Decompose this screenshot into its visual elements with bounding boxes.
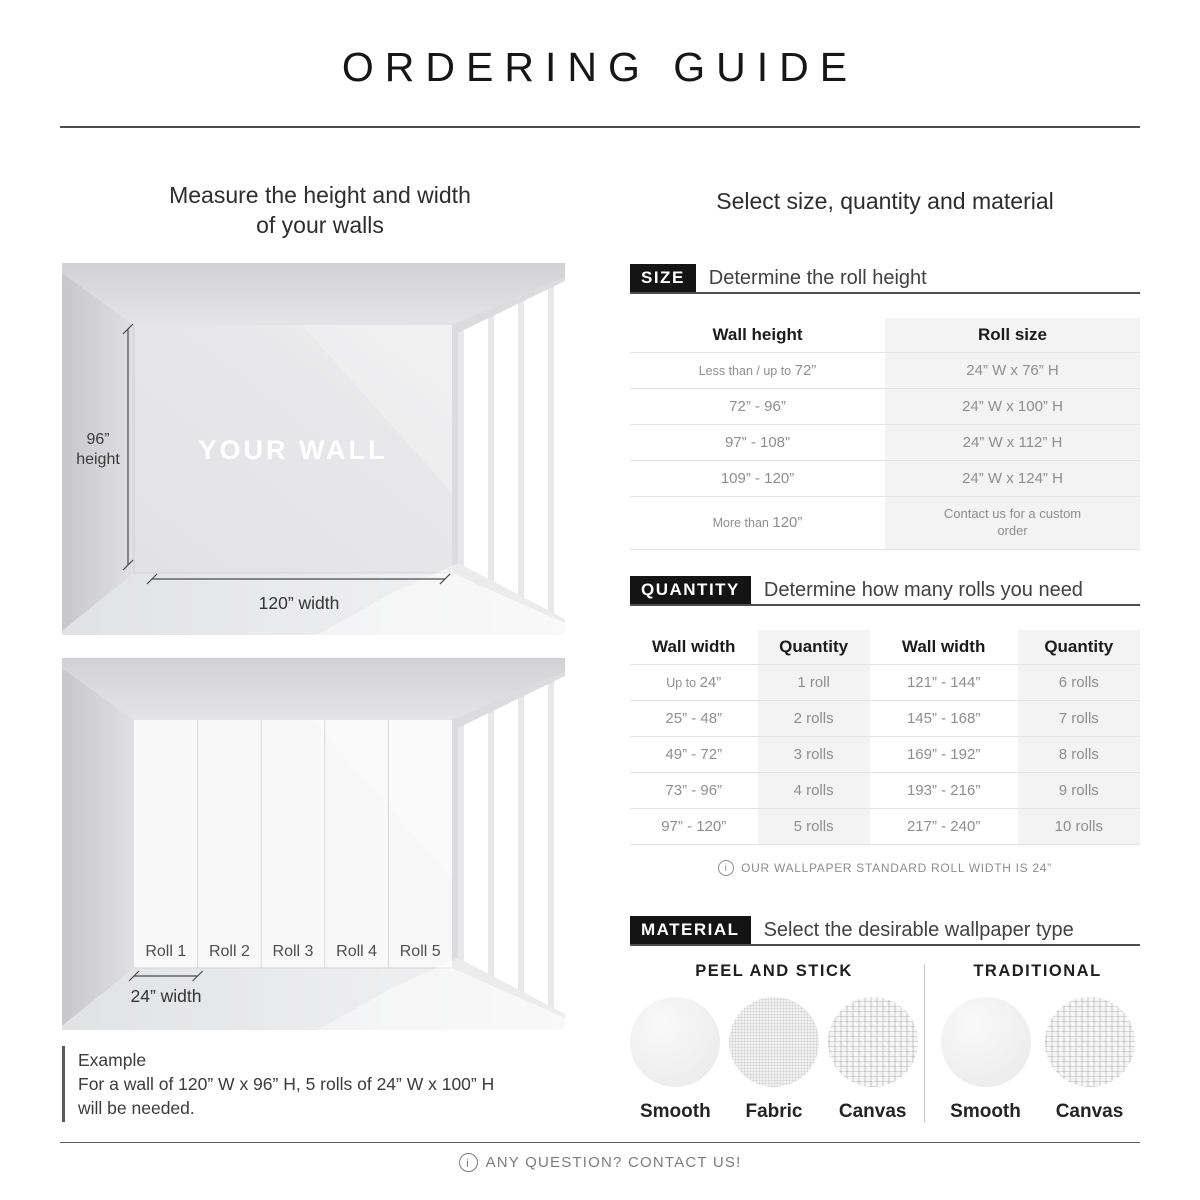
wall-width-value: 73” - 96” — [665, 782, 723, 799]
wall-height-column-header: Wall height — [712, 325, 803, 344]
quantity-column-header: Quantity — [1018, 630, 1140, 665]
wall-width-prefix: Up to — [666, 676, 700, 690]
size-table — [630, 318, 1140, 550]
wall-width-value: 121” - 144” — [870, 665, 1018, 701]
page-title: ORDERING GUIDE — [341, 44, 859, 90]
size-section-header — [630, 264, 1140, 294]
quantity-table-row — [630, 665, 1140, 701]
roll-panel-label: Roll 4 — [336, 943, 378, 960]
swatch-label: Fabric — [745, 1101, 803, 1122]
select-column — [630, 186, 1140, 1122]
quantity-value: 10 rolls — [1018, 809, 1140, 845]
quantity-section-header — [630, 576, 1140, 606]
material-groups — [630, 962, 1140, 1123]
room-illustration-rolls — [62, 658, 565, 1035]
smooth-texture-icon — [941, 997, 1031, 1087]
material-group-peel-and-stick — [630, 962, 918, 1123]
swatch-label: Canvas — [838, 1101, 907, 1122]
material-badge: MATERIAL — [630, 916, 751, 944]
wall-height-value: 97” - 108” — [724, 434, 791, 451]
roll-panel-label: Roll 5 — [399, 943, 441, 960]
swatch-row — [935, 997, 1140, 1123]
roll-size-column-header: Roll size — [885, 318, 1140, 353]
size-table-row — [630, 497, 1140, 550]
wall-width-value: 49” - 72” — [665, 746, 723, 763]
example-note — [62, 1046, 494, 1122]
swatch-smooth — [630, 997, 721, 1123]
wall-width-value: 25” - 48” — [665, 710, 723, 727]
material-group-traditional — [935, 962, 1140, 1123]
quantity-table-row — [630, 809, 1140, 845]
size-title: Determine the roll height — [708, 266, 927, 289]
quantity-badge: QUANTITY — [630, 576, 751, 604]
quantity-table — [630, 630, 1140, 845]
room-measure-svg — [62, 263, 565, 635]
measure-heading-line2: of your walls — [256, 212, 384, 238]
left-wall — [62, 668, 134, 1026]
swatch-smooth — [940, 997, 1032, 1123]
swatch-label: Smooth — [950, 1101, 1021, 1122]
quantity-value: 2 rolls — [758, 701, 870, 737]
material-group-divider — [924, 964, 925, 1123]
example-line1: For a wall of 120” W x 96” H, 5 rolls of 24” W x 100” H — [78, 1074, 495, 1095]
contact-note-text: ANY QUESTION? CONTACT US! — [485, 1154, 742, 1171]
size-table-row — [630, 425, 1140, 461]
wall-height-prefix: More than — [712, 516, 773, 531]
wall-height-value: 109” - 120” — [720, 470, 795, 487]
contact-note — [0, 1153, 1200, 1172]
fabric-texture-icon — [729, 997, 819, 1087]
example-line2: will be needed. — [78, 1098, 195, 1119]
info-icon: i — [718, 860, 734, 876]
wall-width-value: 169” - 192” — [870, 737, 1018, 773]
wall-width-value: 24” — [699, 674, 722, 691]
example-title: Example — [78, 1050, 147, 1070]
wall-width-column-header: Wall width — [901, 637, 986, 656]
roll-width-note-text: OUR WALLPAPER STANDARD ROLL WIDTH IS 24” — [741, 861, 1052, 875]
roll-width-label: 24” width — [130, 986, 202, 1006]
material-section — [630, 916, 1140, 1123]
quantity-table-row — [630, 701, 1140, 737]
quantity-section — [630, 576, 1140, 876]
swatch-row — [630, 997, 918, 1123]
select-heading: Select size, quantity and material — [716, 188, 1054, 214]
quantity-table-row — [630, 737, 1140, 773]
material-group-title: TRADITIONAL — [973, 962, 1102, 980]
wall-width-value: 217” - 240” — [870, 809, 1018, 845]
footer-divider — [60, 1142, 1140, 1143]
quantity-value: 8 rolls — [1018, 737, 1140, 773]
quantity-value: 9 rolls — [1018, 773, 1140, 809]
smooth-texture-icon — [630, 997, 720, 1087]
wall-height-value: 72” - 96” — [729, 398, 786, 415]
room-illustration-measure — [62, 263, 565, 640]
measure-heading — [60, 180, 580, 240]
roll-size-value: 24” W x 124” H — [885, 461, 1140, 497]
room-rolls-svg — [62, 658, 565, 1030]
canvas-texture-icon — [1045, 997, 1135, 1087]
roll-size-value: Contact us for a custom order — [943, 506, 1082, 538]
roll-size-value: 24” W x 112” H — [885, 425, 1140, 461]
material-group-title: PEEL AND STICK — [695, 962, 853, 980]
canvas-texture-icon — [828, 997, 918, 1087]
quantity-value: 5 rolls — [758, 809, 870, 845]
wall-height-value: 120” — [772, 514, 803, 532]
quantity-table-row — [630, 773, 1140, 809]
swatch-label: Smooth — [639, 1101, 711, 1122]
size-section — [630, 264, 1140, 550]
measure-column — [60, 180, 580, 1119]
roll-panel-label: Roll 1 — [145, 943, 187, 960]
wall-height-word: height — [76, 451, 120, 468]
material-section-header — [630, 916, 1140, 946]
quantity-title: Determine how many rolls you need — [763, 578, 1083, 601]
info-icon: i — [459, 1153, 478, 1172]
size-table-row — [630, 353, 1140, 389]
wall-width-value: 145” - 168” — [870, 701, 1018, 737]
swatch-fabric — [729, 997, 820, 1123]
roll-panel-label: Roll 2 — [208, 943, 250, 960]
roll-width-note — [630, 860, 1140, 876]
swatch-canvas — [1044, 997, 1136, 1123]
top-divider — [60, 126, 1140, 128]
quantity-value: 6 rolls — [1018, 665, 1140, 701]
roll-panel-label: Roll 3 — [272, 943, 314, 960]
your-wall-label: YOUR WALL — [198, 435, 388, 465]
quantity-column-header: Quantity — [758, 630, 870, 665]
size-table-row — [630, 461, 1140, 497]
wall-width-value: 193” - 216” — [870, 773, 1018, 809]
swatch-canvas — [827, 997, 918, 1123]
wall-height-value: 72” — [794, 362, 817, 379]
roll-size-value: 24” W x 100” H — [885, 389, 1140, 425]
quantity-value: 1 roll — [758, 665, 870, 701]
roll-size-value: 24” W x 76” H — [885, 353, 1140, 389]
wall-width-value: 97” - 120” — [661, 818, 727, 835]
wall-width-column-header: Wall width — [652, 637, 736, 656]
size-table-row — [630, 389, 1140, 425]
swatch-label: Canvas — [1055, 1101, 1124, 1122]
wall-width-label: 120” width — [258, 593, 340, 613]
wall-height-value: 96” — [86, 431, 110, 448]
measure-heading-line1: Measure the height and width — [169, 182, 471, 208]
wall-height-prefix: Less than / up to — [698, 364, 795, 378]
quantity-value: 3 rolls — [758, 737, 870, 773]
quantity-value: 4 rolls — [758, 773, 870, 809]
size-badge: SIZE — [630, 264, 696, 292]
quantity-value: 7 rolls — [1018, 701, 1140, 737]
material-title: Select the desirable wallpaper type — [763, 918, 1074, 941]
